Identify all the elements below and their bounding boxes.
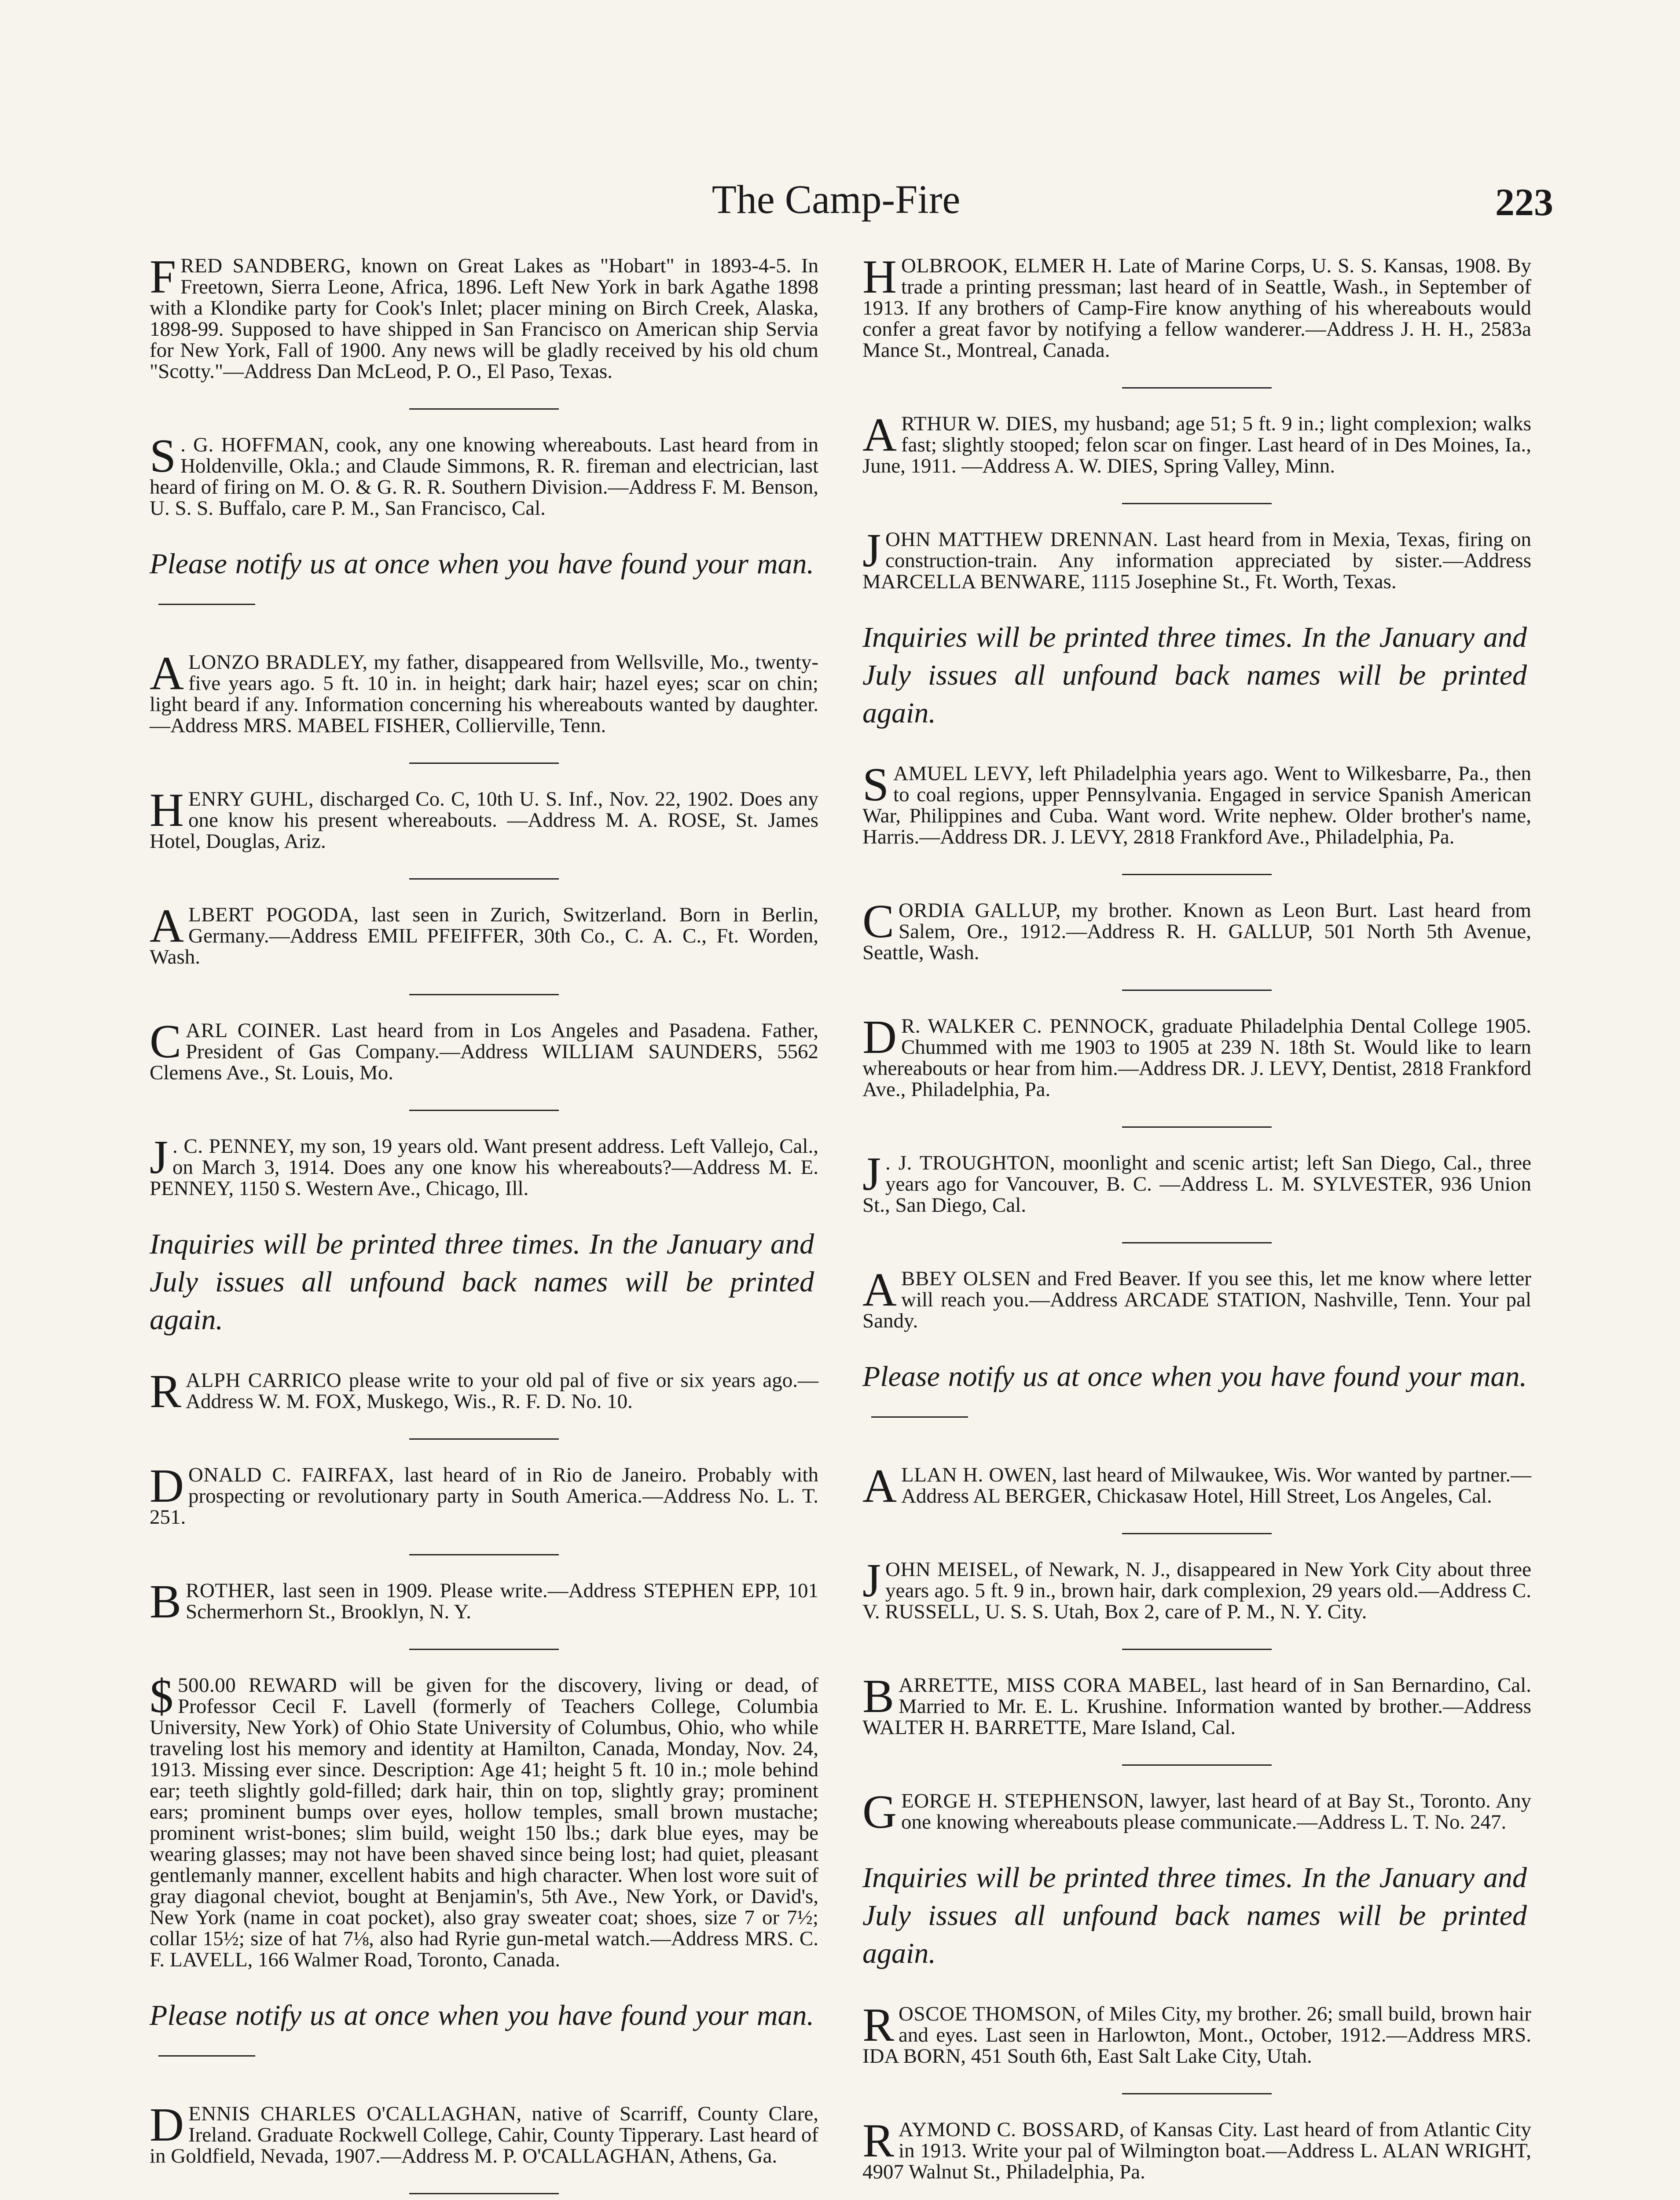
entry-name: OHN MATTHEW DRENNAN. [885, 528, 1159, 551]
entry-text: known on Great Lakes as "Hobart" in 1893-4-5. In Freetown, Sierra Leone, Africa, 1896. Left New York in bark Agathe 1898 with a Klondike party for Cook's Inlet; placer mining on Birch Creek, Alaska, 1898-99. Supposed to have shipped in San Francisco on American ship Servia for New York, Fall of 1900. Any news will be gladly received by his old chum "Scotty."—Address Dan McLeod, P. O., El Paso, Texas. [150, 254, 818, 383]
entry-text: last heard of Milwaukee, Wis. Wor wanted by partner.—Address AL BERGER, Chickasaw Hotel, Hill Street, Los Angeles, Cal. [901, 1463, 1531, 1507]
initial-capital: R [862, 2115, 895, 2167]
initial-capital: G [862, 1786, 897, 1838]
personal-notice-entry [862, 409, 1532, 477]
personal-notice-entry [862, 1786, 1531, 1838]
entry-text: graduate Philadelphia Dental College 1905. Chummed with me 1903 to 1905 at 239 N. 18th St. Would like to learn whereabouts or hear from him.—Address DR. J. LEVY, Dentist, 2818 Frankford Ave., Philadelphia, Pa. [862, 1015, 1531, 1101]
entry-divider [409, 408, 559, 410]
entry-divider [1122, 874, 1272, 875]
initial-capital: D [150, 1460, 184, 1512]
entry-name: EORGE H. STEPHENSON, [901, 1789, 1144, 1812]
personal-notice-entry [150, 900, 818, 968]
notice-rule [158, 2055, 255, 2057]
personal-notice-entry [150, 430, 818, 520]
personal-notice-entry [150, 1016, 818, 1084]
personal-notice-entry [150, 647, 818, 737]
entry-text: last heard of in Rio de Janeiro. Probably with prospecting or revolutionary party in South America.—Address No. L. T. 251. [150, 1463, 819, 1529]
personal-notice-entry [862, 1670, 1531, 1739]
entry-text: last seen in 1909. Please write.—Address STEPHEN EPP, 101 Schermerhorn St., Brooklyn, N. Y. [186, 1579, 818, 1623]
entry-name: LLAN H. OWEN, [901, 1463, 1057, 1486]
entry-text: last heard of in San Bernardino, Cal. Married to Mr. E. L. Krushine. Information wanted by brother.—Address WALTER H. BARRETTE, Mare Island, Cal. [862, 1674, 1531, 1739]
notice-text: Please notify us at once when you have found your man. [150, 1999, 814, 2031]
initial-capital: A [862, 1264, 897, 1316]
entry-name: . C. PENNEY, [172, 1135, 295, 1158]
entry-text: of Newark, N. J., disappeared in New York City about three years ago. 5 ft. 9 in., brown hair, dark complexion, 29 years old.—Address C. V. RUSSELL, U. S. S. Utah, Box 2, care of P. M., N. Y. City. [862, 1558, 1531, 1623]
entry-text: Last heard from in Los Angeles and Pasadena. Father, President of Gas Company.—Address WILLIAM SAUNDERS, 5562 Clemens Ave., St. Louis, Mo. [150, 1019, 818, 1084]
entry-name: LBERT POGODA, [188, 903, 359, 926]
personal-notice-entry [150, 1670, 818, 1971]
entry-name: 500.00 REWARD [178, 1674, 337, 1697]
italic-notice [150, 1997, 818, 2072]
right-column [862, 251, 1532, 2200]
entry-name: AMUEL LEVY, [893, 762, 1033, 785]
entry-text: native of Scarriff, County Clare, Ireland. Graduate Rockwell College, Cahir, County Tipperary. Last heard of in Goldfield, Nevada, 1907.—Address M. P. O'CALLAGHAN, Athens, Ga. [150, 2102, 818, 2167]
entry-name: ARRETTE, MISS CORA MABEL, [899, 1674, 1207, 1697]
entry-name: OLBROOK, ELMER H. [901, 254, 1113, 277]
personal-notice-entry [862, 1264, 1531, 1332]
entry-name: OSCOE THOMSON, [899, 2002, 1082, 2025]
personal-notice-entry [862, 251, 1531, 362]
personal-notice-entry [862, 524, 1531, 593]
initial-capital: C [150, 1016, 182, 1068]
entry-divider [409, 994, 559, 995]
entry-name: . G. HOFFMAN, [180, 433, 330, 456]
personal-notice-entry [150, 2099, 818, 2167]
italic-notice [862, 619, 1531, 732]
personal-notice-entry [150, 1576, 818, 1628]
personal-notice-entry [150, 251, 818, 383]
entry-divider [409, 763, 559, 764]
initial-capital: F [150, 251, 176, 303]
personal-notice-entry [150, 1131, 818, 1200]
personal-notice-entry [862, 895, 1531, 964]
entry-text: last seen in Zurich, Switzerland. Born in Berlin, Germany.—Address EMIL PFEIFFER, 30th Co., C. A. C., Ft. Worden, Wash. [150, 903, 818, 968]
entry-text: my brother. Known as Leon Burt. Last heard from Salem, Ore., 1912.—Address R. H. GALLUP, 501 North 5th Avenue, Seattle, Wash. [862, 899, 1531, 964]
entry-text: discharged Co. C, 10th U. S. Inf., Nov. 22, 1902. Does any one know his present whereabouts. —Address M. A. ROSE, St. James Hotel, Douglas, Ariz. [150, 788, 818, 853]
personal-notice-entry [862, 1460, 1531, 1512]
entry-name: RED SANDBERG, [180, 254, 352, 277]
entry-text: Late of Marine Corps, U. S. S. Kansas, 1908. By trade a printing pressman; last heard of in Seattle, Wash., in September of 1913. If any brothers of Camp-Fire know anything of his whereabouts would confer a great favor by notifying a fellow wanderer.—Address J. H. H., 2583a Mance St., Montreal, Canada. [862, 254, 1531, 362]
initial-capital: J [150, 1131, 169, 1184]
initial-capital: B [862, 1670, 895, 1723]
italic-notice [862, 1358, 1531, 1434]
entry-text: my son, 19 years old. Want present address. Left Vallejo, Cal., on March 3, 1914. Does any one know his whereabouts?—Address M. E. PENNEY, 1150 S. Western Ave., Chicago, Ill. [150, 1135, 818, 1200]
entry-text: my father, disappeared from Wellsville, Mo., twenty-five years ago. 5 ft. 10 in. in height; dark hair; hazel eyes; scar on chin; light beard if any. Information concerning his whereabouts wanted by daughter.—Address MRS. MABEL FISHER, Collierville, Tenn. [150, 651, 818, 737]
initial-capital: A [150, 647, 184, 700]
entry-text: of Miles City, my brother. 26; small build, brown hair and eyes. Last seen in Harlowton, Mont., October, 1912.—Address MRS. IDA BORN, 451 South 6th, East Salt Lake City, Utah. [862, 2002, 1531, 2068]
initial-capital: R [862, 1999, 895, 2051]
initial-capital: H [862, 251, 897, 303]
initial-capital: C [862, 895, 895, 948]
notice-text: Inquiries will be printed three times. In the January and July issues all unfound back names will be printed again. [862, 1862, 1527, 1969]
entry-name: ROTHER, [186, 1579, 275, 1602]
initial-capital: J [862, 1148, 881, 1200]
entry-name: ENNIS CHARLES O'CALLAGHAN, [188, 2102, 522, 2125]
personal-notice-entry [150, 784, 818, 853]
entry-divider [1122, 1242, 1272, 1243]
entry-name: ONALD C. FAIRFAX, [188, 1463, 394, 1486]
entry-divider [1122, 387, 1272, 389]
personal-notice-entry [150, 1460, 819, 1529]
entry-name: ENRY GUHL, [188, 788, 314, 810]
entry-divider [1122, 990, 1272, 991]
personal-notice-entry [862, 2115, 1531, 2183]
personal-notice-entry [862, 1999, 1531, 2068]
initial-capital: S [150, 430, 176, 482]
entry-name: ARL COINER. [186, 1019, 321, 1042]
entry-name: ORDIA GALLUP, [899, 899, 1061, 922]
entry-divider [409, 878, 559, 880]
personal-notice-entry [862, 759, 1531, 848]
entry-text: and Fred Beaver. If you see this, let me know where letter will reach you.—Address ARCADE STATION, Nashville, Tenn. Your pal Sandy. [862, 1267, 1531, 1332]
initial-capital: A [150, 900, 184, 952]
initial-capital: A [862, 1460, 897, 1512]
initial-capital: $ [150, 1670, 173, 1723]
notice-text: Please notify us at once when you have found your man. [862, 1360, 1527, 1393]
entry-divider [409, 1438, 559, 1440]
entry-name: R. WALKER C. PENNOCK, [901, 1015, 1155, 1038]
entry-divider [409, 1110, 559, 1111]
personal-notice-entry [862, 1555, 1531, 1623]
entry-divider [1122, 503, 1272, 504]
entry-name: . J. TROUGHTON, [885, 1151, 1056, 1174]
entry-text: please write to your old pal of five or six years ago.—Address W. M. FOX, Muskego, Wis., R. F. D. No. 10. [186, 1369, 818, 1413]
entry-name: OHN MEISEL, [885, 1558, 1019, 1581]
italic-notice [150, 545, 818, 621]
entry-divider [1122, 1126, 1272, 1128]
entry-text: my husband; age 51; 5 ft. 9 in.; light complexion; walks fast; slightly stooped; felon scar on finger. Last heard of in Des Moines, Ia., June, 1911. —Address A. W. DIES, Spring Valley, Minn. [862, 412, 1532, 477]
initial-capital: J [862, 524, 881, 577]
initial-capital: D [150, 2099, 184, 2151]
notice-text: Inquiries will be printed three times. In the January and July issues all unfound back names will be printed again. [862, 621, 1527, 729]
personal-notice-entry [862, 1148, 1531, 1217]
personal-notice-entry [150, 1365, 818, 1418]
initial-capital: B [150, 1576, 182, 1628]
entry-text: will be given for the discovery, living or dead, of Professor Cecil F. Lavell (formerly of Teachers College, Columbia University, New York) of Ohio State University of Columbus, Ohio, who while traveling lost his memory and identity at Hamilton, Canada, Monday, Nov. 24, 1913. Missing ever since. Description: Age 41; height 5 ft. 10 in.; mole behind ear; teeth slightly gold-filled; dark hair, thin on top, slightly gray; prominent ears; prominent bumps over eyes, hollow temples, small brown mustache; prominent wrist-bones; slim build, weight 150 lbs.; dark blue eyes, may be wearing glasses; may not have been shaved since being lost; had quiet, pleasant gentlemanly manner, excellent habits and high character. When lost wore suit of gray diagonal cheviot, bought at Benjamin's, 5th Ave., New York, or David's, New York (name in coat pocket), also gray sweater coat; shoes, size 7 or 7½; collar 15½; size of hat 7⅛, also had Ryrie gun-metal watch.—Address MRS. C. F. LAVELL, 166 Walmer Road, Toronto, Canada. [150, 1674, 818, 1971]
notice-text: Inquiries will be printed three times. In the January and July issues all unfound back names will be printed again. [150, 1228, 814, 1336]
initial-capital: D [862, 1011, 897, 1063]
initial-capital: J [862, 1555, 881, 1607]
initial-capital: H [150, 784, 184, 836]
entry-divider [1122, 1649, 1272, 1650]
entry-text: of Kansas City. Last heard of from Atlantic City in 1913. Write your pal of Wilmington boat.—Address L. ALAN WRIGHT, 4907 Walnut St., Philadelphia, Pa. [862, 2118, 1531, 2183]
page-number: 223 [1495, 181, 1553, 224]
notice-rule [871, 1416, 968, 1418]
entry-name: ALPH CARRICO [186, 1369, 342, 1392]
personal-notice-entry [862, 1011, 1531, 1101]
initial-capital: A [862, 409, 897, 461]
entry-divider [409, 2193, 559, 2194]
notice-rule [158, 604, 255, 605]
entry-divider [1122, 1764, 1272, 1766]
left-column [150, 251, 819, 2200]
entry-name: LONZO BRADLEY, [188, 651, 368, 674]
entry-divider [1122, 1533, 1272, 1534]
entry-name: BBEY OLSEN [901, 1267, 1031, 1290]
entry-text: Last heard from in Mexia, Texas, firing on construction-train. Any information appreciated by sister.—Address MARCELLA BENWARE, 1115 Josephine St., Ft. Worth, Texas. [862, 528, 1531, 593]
entry-name: RTHUR W. DIES, [901, 412, 1058, 435]
italic-notice [150, 1225, 818, 1339]
entry-text: cook, any one knowing whereabouts. Last heard from in Holdenville, Okla.; and Claude Simmons, R. R. fireman and electrician, last heard of firing on M. O. & G. R. R. Southern Division.—Address F. M. Benson, U. S. S. Buffalo, care P. M., San Francisco, Cal. [150, 433, 818, 520]
initial-capital: R [150, 1365, 182, 1418]
italic-notice [862, 1859, 1531, 1973]
notice-text: Please notify us at once when you have found your man. [150, 548, 814, 580]
entry-text: lawyer, last heard of at Bay St., Toronto. Any one knowing whereabouts please communicate.—Address L. T. No. 247. [901, 1789, 1531, 1833]
page-title: The Camp-Fire [712, 177, 961, 222]
entry-divider [409, 1554, 559, 1555]
entry-divider [1122, 2093, 1272, 2094]
entry-text: left Philadelphia years ago. Went to Wilkesbarre, Pa., then to coal regions, upper Pennsylvania. Engaged in service Spanish American War, Philippines and Cuba. Want word. Write nephew. Older brother's name, Harris.—Address DR. J. LEVY, 2818 Frankford Ave., Philadelphia, Pa. [862, 762, 1531, 848]
initial-capital: S [862, 759, 889, 811]
entry-text: moonlight and scenic artist; left San Diego, Cal., three years ago for Vancouver, B. C. —Address L. M. SYLVESTER, 936 Union St., San Diego, Cal. [862, 1151, 1531, 1217]
entry-divider [409, 1649, 559, 1650]
entry-name: AYMOND C. BOSSARD, [899, 2118, 1125, 2141]
